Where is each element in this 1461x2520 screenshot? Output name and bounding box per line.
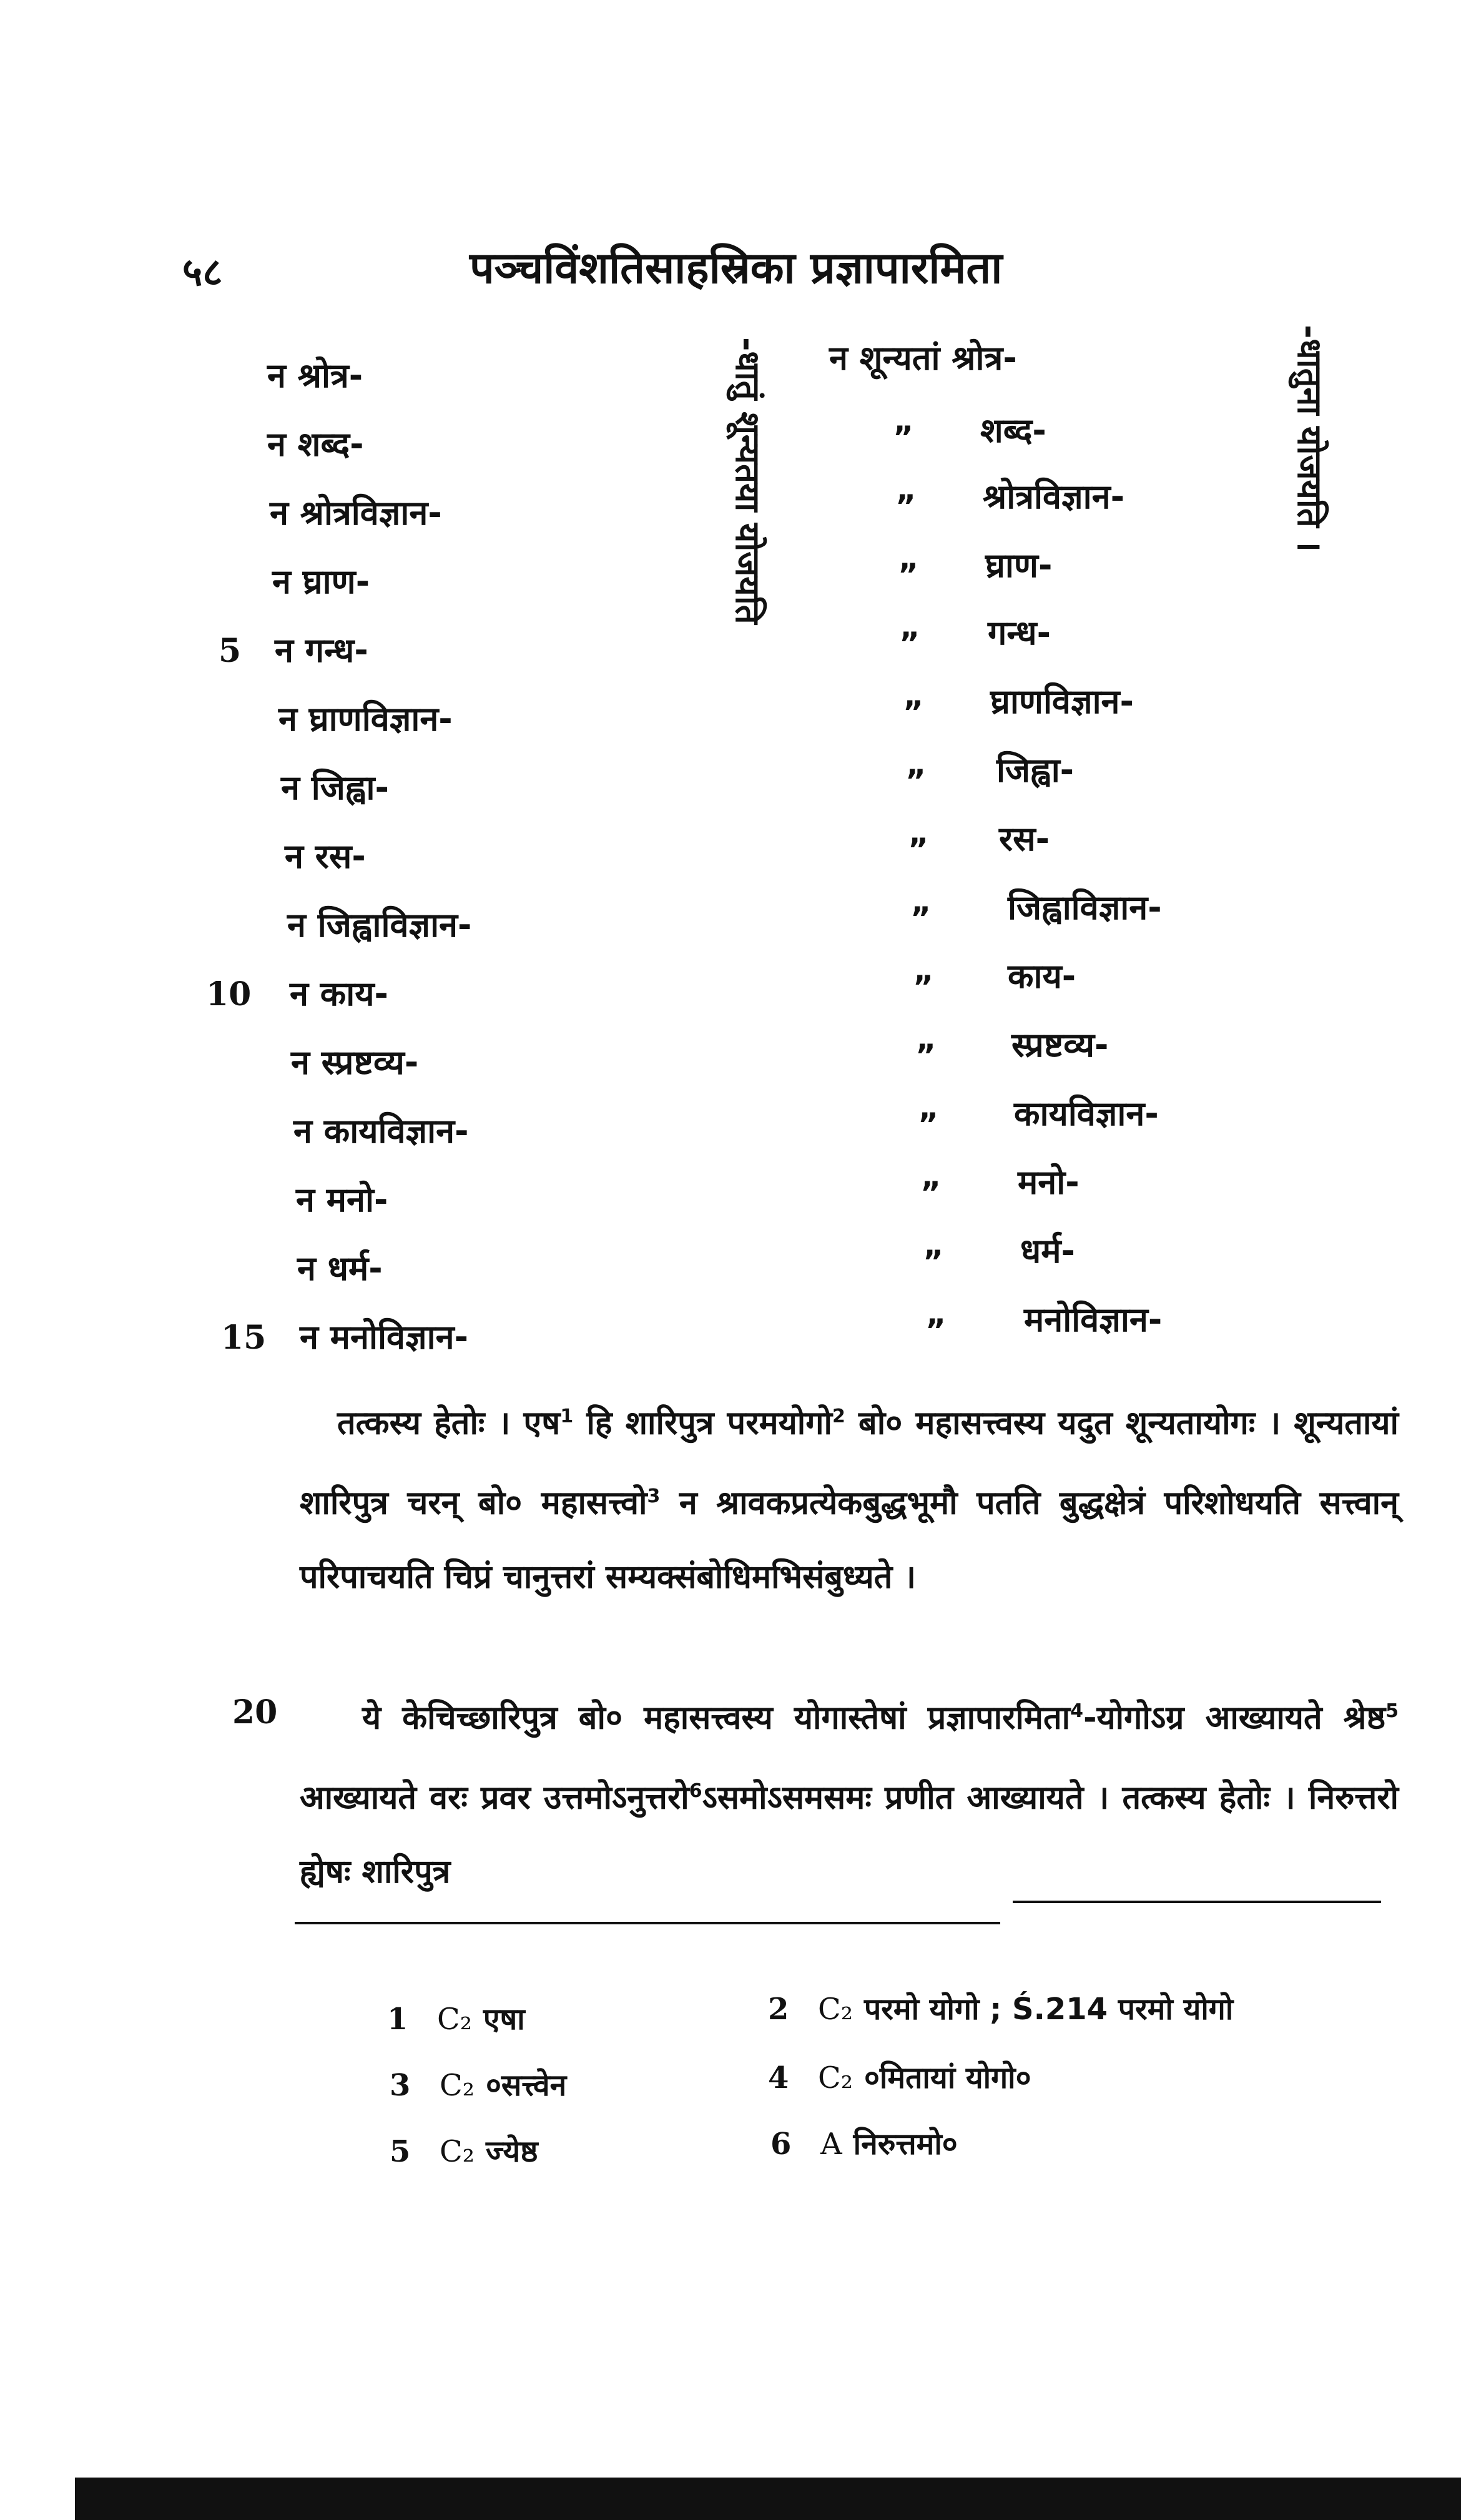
right-term: मनो- bbox=[1018, 1163, 1080, 1202]
right-term: श्रोत्रविज्ञान- bbox=[983, 477, 1125, 516]
left-term: न घ्राण- bbox=[272, 562, 370, 601]
footnote: 5 C₂ ज्येष्ठ bbox=[390, 2134, 538, 2169]
paragraph-2: ये केचिच्छारिपुत्र बो० महासत्त्वस्य योगास्तेषां प्रज्ञापारमिता$^4$-योगोऽग्र आख्यायते श्रेष्ठ$^5$ आख्यायते वरः प्रवर उत्तमोऽनुत्तरो$^6$ऽसमोऽसमसमः प्रणीत आख्यायते । तत्कस्य हेतोः । निरुत्तरो ह्येषः शारिपुत्र bbox=[300, 1699, 1399, 1891]
right-term: रस- bbox=[999, 819, 1050, 859]
right-term: कायविज्ञान- bbox=[1014, 1094, 1159, 1133]
vertical-label-middle: -धातुं शून्यतया योजयति bbox=[728, 337, 767, 624]
left-term: न धर्म- bbox=[297, 1249, 383, 1288]
right-term: काय- bbox=[1008, 957, 1076, 996]
ditto-mark: ” bbox=[923, 1244, 943, 1280]
ditto-mark: ” bbox=[920, 1175, 941, 1211]
right-term: धर्म- bbox=[1020, 1231, 1075, 1271]
page-title: पञ्चविंशतिसाहस्रिका प्रज्ञापारमिता bbox=[470, 242, 1003, 293]
right-term: जिह्वा- bbox=[996, 751, 1075, 790]
ditto-mark: ” bbox=[918, 1106, 938, 1143]
footnote: 1 C₂ एषा bbox=[387, 2002, 525, 2037]
footnote-ref: 5 bbox=[1385, 1700, 1399, 1722]
footnote: 2 C₂ परमो योगो ; Ś.214 परमो योगो bbox=[768, 1992, 1234, 2027]
vertical-label-right: -धातुना योजयति । bbox=[1290, 325, 1329, 552]
footnote-ref: 4 bbox=[1070, 1700, 1083, 1722]
footnote-ref: 1 bbox=[560, 1405, 574, 1427]
footnote: 6 A निरुत्तमो० bbox=[770, 2127, 958, 2162]
left-term: न जिह्वा- bbox=[281, 768, 389, 807]
footnote-ref: 6 bbox=[689, 1780, 702, 1803]
left-term: न जिह्वाविज्ञान- bbox=[287, 905, 472, 945]
ditto-mark: ” bbox=[908, 832, 928, 868]
ditto-mark: ” bbox=[895, 488, 916, 524]
left-term: न कायविज्ञान- bbox=[293, 1111, 469, 1151]
ditto-mark: ” bbox=[925, 1312, 946, 1349]
left-term: न घ्राणविज्ञान- bbox=[278, 699, 453, 739]
right-term: मनोविज्ञान- bbox=[1024, 1300, 1163, 1339]
left-term: न श्रोत्रविज्ञान- bbox=[270, 493, 442, 533]
line-number: 15 bbox=[221, 1319, 267, 1357]
right-term: घ्राण- bbox=[985, 546, 1053, 585]
right-term: जिह्वाविज्ञान- bbox=[1008, 888, 1162, 927]
right-first-term: न शून्यतां श्रोत्र- bbox=[829, 338, 1017, 378]
left-term: न मनो- bbox=[296, 1180, 388, 1219]
footnote-ref: 3 bbox=[647, 1485, 661, 1508]
footnote-rule bbox=[295, 1922, 1000, 1924]
footnote: 3 C₂ ०सत्त्वेन bbox=[390, 2068, 567, 2103]
scan-edge-shadow bbox=[75, 2478, 1461, 2520]
left-term: न गन्ध- bbox=[275, 631, 368, 670]
ditto-mark: ” bbox=[915, 1038, 936, 1074]
line-number: 10 bbox=[206, 975, 252, 1013]
ditto-mark: ” bbox=[913, 969, 933, 1005]
left-term: न काय- bbox=[290, 974, 388, 1013]
left-term: न श्रोत्र- bbox=[267, 356, 363, 395]
ditto-mark: ” bbox=[899, 626, 920, 662]
left-term: न मनोविज्ञान- bbox=[300, 1317, 469, 1357]
right-term: स्प्रष्टव्य- bbox=[1011, 1025, 1109, 1065]
right-term: घ्राणविज्ञान- bbox=[990, 682, 1134, 721]
ditto-mark: ” bbox=[893, 420, 913, 456]
ditto-mark: ” bbox=[905, 763, 926, 799]
left-term: न रस- bbox=[285, 837, 366, 876]
left-term: न स्प्रष्टव्य- bbox=[291, 1043, 419, 1082]
footnote-ref: 2 bbox=[832, 1405, 845, 1427]
footnote-rule bbox=[1013, 1901, 1381, 1903]
line-number: 5 bbox=[219, 632, 242, 670]
left-term: न शब्द- bbox=[267, 425, 364, 464]
paragraph-1: तत्कस्य हेतोः । एष$^1$ हि शारिपुत्र परमयोगो$^2$ बो० महासत्त्वस्य यदुत शून्यतायोगः । शून्यतायां शारिपुत्र चरन् बो० महासत्त्वो$^3$ न श्रावकप्रत्येकबुद्धभूमौ पतति बुद्धक्षेत्रं परिशोधयति सत्त्वान् परिपाचयति चिप्रं चानुत्तरां सम्यक्संबोधिमभिसंबुध्यते । bbox=[300, 1404, 1399, 1596]
footnote: 4 C₂ ०मितायां योगो० bbox=[768, 2060, 1031, 2095]
page-number: ५८ bbox=[182, 249, 223, 295]
line-number: 20 bbox=[232, 1693, 278, 1731]
ditto-mark: ” bbox=[910, 900, 931, 937]
right-term: शब्द- bbox=[980, 411, 1046, 450]
ditto-mark: ” bbox=[898, 557, 918, 593]
right-term: गन्ध- bbox=[988, 613, 1051, 652]
ditto-mark: ” bbox=[903, 694, 923, 731]
